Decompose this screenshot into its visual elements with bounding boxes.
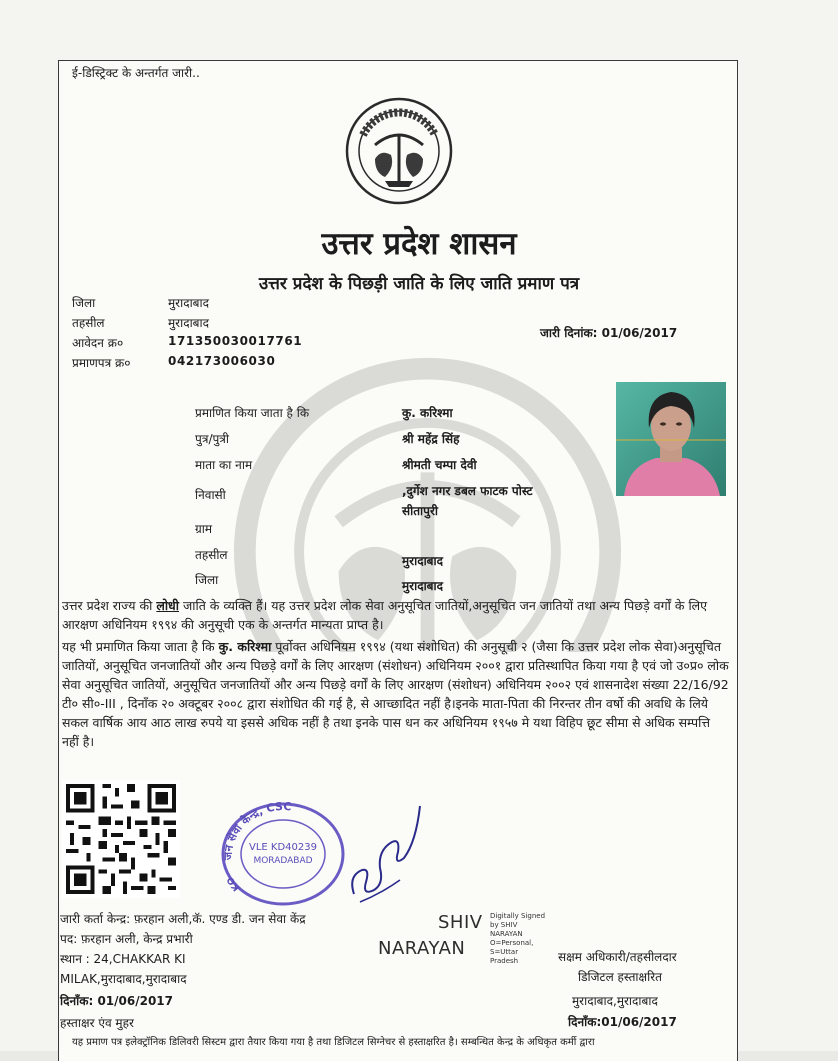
- mother-name-label: माता का नाम: [195, 458, 253, 472]
- mother-name: श्रीमती चम्पा देवी: [402, 458, 477, 472]
- issuing-center: जारी कर्ता केन्द्र: फ़रहान अली,कॅ. एण्ड डी. जन सेवा केंद्र: [60, 912, 306, 926]
- certificate-title: उत्तर प्रदेश शासन: [321, 226, 517, 262]
- tehsil-value: मुरादाबाद: [168, 316, 210, 330]
- stamp-ring-text: जन सेवा केन्द्र, CSC: [221, 799, 292, 861]
- stamp-ring-left-text: KO: [225, 874, 243, 893]
- issuer-post: पद: फ़रहान अली, केन्द्र प्रभारी: [60, 932, 193, 946]
- digital-signature-block: [378, 910, 546, 965]
- tehsil-label: तहसील: [72, 316, 105, 330]
- caste-name: लोधी: [156, 598, 179, 613]
- district-row-value: मुरादाबाद: [402, 579, 444, 593]
- digital-sign-detail-line: O=Personal,: [490, 939, 534, 947]
- village-label: ग्राम: [195, 522, 213, 536]
- signer-first-name: SHIV: [438, 912, 483, 933]
- certificate-no-value: 042173006030: [168, 354, 276, 368]
- tehsil-row-label: तहसील: [195, 548, 228, 562]
- certification-paragraph: [62, 637, 730, 751]
- certification-paragraph-post: पूर्वोक्त अधिनियम १९९४ (यथा संशोधित) की अनुसूची २ (जैसा कि उत्तर प्रदेश लोक सेवा)अनुसूचित जातियों, अनुसूचित जनजातियों और अन्य पिछड़े वर्गों के लिए आरक्षण (संशोधन) अधिनियम २००१ द्वारा प्रतिस्थापित किया गया है एवं जो उ०प्र० लोक सेवा अनुसूचित जातियों, अनुसूचित जनजातियों और अन्य पिछड़े वर्गों के लिए आरक्षण (संशोधन) अधिनियम २००२ एवं शासनादेश संख्या 22/16/92 टी० सी०-III , दिनाँक २० अक्टूबर २००८ द्वारा संशोधित की गई है, से आच्छादित नहीं है।इनके माता-पिता की निरन्तर तीन वर्षो की अवधि के लिये सकल वार्षिक आय आठ लाख रुपये या इससे अधिक नहीं है तथा इनके पास धन कर अधिनियम १९५७ मे यथा विहिप छूट सीमा से अधिक सम्पत्ति नहीं है।: [62, 639, 729, 749]
- issue-date: जारी दिनांक: 01/06/2017: [540, 326, 678, 340]
- authority-digital-signed: डिजिटल हस्ताक्षरित: [578, 970, 662, 984]
- e-district-note: ई-डिस्ट्रिक्ट के अन्तर्गत जारी..: [72, 66, 200, 80]
- residence-address-line2: सीतापुरी: [402, 504, 439, 518]
- digital-sign-detail-line: Pradesh: [490, 957, 519, 965]
- qr-code: [62, 780, 180, 898]
- certify-label: प्रमाणित किया जाता है कि: [195, 406, 310, 420]
- district-label: जिला: [72, 296, 96, 310]
- state-emblem-seal: [345, 97, 453, 205]
- tehsil-row-value: मुरादाबाद: [402, 554, 444, 568]
- digital-sign-detail-line: S=Uttar: [490, 948, 519, 956]
- issuer-place-line1: स्थान : 24,CHAKKAR KI: [60, 952, 186, 966]
- certificate-subtitle: उत्तर प्रदेश के पिछड़ी जाति के लिए जाति प्रमाण पत्र: [258, 274, 580, 294]
- digital-sign-detail-line: NARAYAN: [490, 930, 523, 938]
- application-no-label: आवेदन क्र०: [72, 336, 124, 350]
- issuer-sign-seal-label: हस्ताक्षर एंव मुहर: [60, 1016, 134, 1030]
- stamp-center-line1: VLE KD40239: [249, 842, 317, 853]
- son-daughter-label: पुत्र/पुत्री: [195, 432, 230, 446]
- authority-date: दिनाँक:01/06/2017: [568, 1015, 677, 1029]
- authority-place: मुरादाबाद,मुरादाबाद: [572, 994, 658, 1008]
- residence-label: निवासी: [195, 488, 226, 502]
- digital-signature-details: [490, 912, 550, 966]
- issuer-place-line2: MILAK,मुरादाबाद,मुरादाबाद: [60, 972, 187, 986]
- caste-paragraph-pre: उत्तर प्रदेश राज्य की: [62, 598, 157, 613]
- digital-sign-detail-line: by SHIV: [490, 921, 518, 929]
- applicant-name: कु. करिश्मा: [402, 406, 453, 420]
- authority-title: सक्षम अधिकारी/तहसीलदार: [558, 950, 677, 964]
- stamp-center-line2: MORADABAD: [253, 856, 313, 866]
- certified-name: कु. करिश्मा: [218, 639, 272, 654]
- applicant-photo: [616, 382, 726, 496]
- district-row-label: जिला: [195, 573, 219, 587]
- application-no-value: 171350030017761: [168, 334, 303, 348]
- handwritten-signature: [340, 798, 430, 910]
- residence-address-line1: ,दुर्गेश नगर डबल फाटक पोस्ट: [402, 484, 533, 498]
- signer-last-name: NARAYAN: [378, 938, 466, 959]
- father-name: श्री महेंद्र सिंह: [402, 432, 460, 446]
- caste-paragraph: [62, 596, 730, 634]
- district-value: मुरादाबाद: [168, 296, 210, 310]
- certification-paragraph-pre: यह भी प्रमाणित किया जाता है कि: [62, 639, 219, 654]
- caste-paragraph-post: जाति के व्यक्ति हैं। यह उत्तर प्रदेश लोक सेवा अनुसूचित जातियों,अनुसूचित जन जातियों तथा अन्य पिछड़े वर्गों के लिए आरक्षण अधिनियम १९९४ की अनुसूची एक के अन्तर्गत मान्यता प्राप्त है।: [62, 598, 708, 632]
- digital-sign-detail-line: Digitally Signed: [490, 912, 546, 920]
- csc-round-stamp: [214, 798, 352, 906]
- certificate-no-label: प्रमाणपत्र क्र०: [72, 356, 131, 370]
- issuer-date: दिनाँक: 01/06/2017: [60, 994, 174, 1008]
- footer-disclaimer: यह प्रमाण पत्र इलेक्ट्रॉनिक डिलिवरी सिस्टम द्वारा तैयार किया गया है तथा डिजिटल सिग्नेचर से हस्ताक्षरित है। सम्बन्धित केन्द्र के अधिकृत कर्मी द्वारा: [72, 1037, 595, 1048]
